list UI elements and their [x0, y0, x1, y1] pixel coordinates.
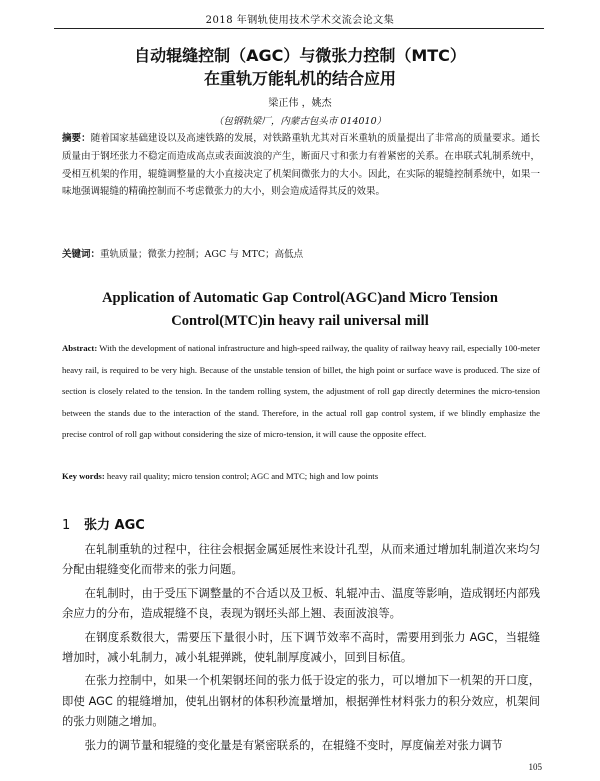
abstract-text-en: With the development of national infrastructure and high-speed railway, the quality of railway heavy rail, especially 100-meter heavy rail, is required to be very high. Because of the unstable tension of billet, the high point or surface wave is produced. The size of section is closely related to the tension. In the tandem rolling system, the adjustment of roll gap directly determines the micro-tension between the stands due to the interaction of the stand. Therefore, in the actual roll gap control system, if we blindly emphasize the precise control of roll gap without considering the size of micro-tension, it will cause the opposite effect. — [62, 343, 540, 440]
english-title-line-1: Application of Automatic Gap Control(AGC)and Micro Tension — [102, 290, 498, 306]
abstract-label-cn: 摘要： — [62, 133, 91, 144]
affiliation: （包钢轨梁厂，内蒙古包头市 014010） — [213, 116, 387, 127]
body-text — [62, 540, 540, 759]
page-number: 105 — [528, 762, 542, 772]
chinese-abstract — [62, 130, 540, 201]
chinese-title-line-2: 在重轨万能轧机的结合应用 — [203, 69, 396, 88]
body-paragraph-4: 在张力控制中，如果一个机架钢坯间的张力低于设定的张力，可以增加下一机架的开口度，即使 AGC 的辊缝增加，使轧出钢材的体积秒流量增加，根据弹性材料张力的积分效应，机架间的张力则随之增加。 — [62, 674, 540, 729]
body-paragraph-5: 张力的调节量和辊缝的变化量是有紧密联系的，在辊缝不变时，厚度偏差对张力调节 — [84, 738, 503, 752]
english-keywords — [62, 471, 540, 481]
abstract-label-en: Abstract: — [62, 343, 98, 353]
english-title-line-2: Control(MTC)in heavy rail universal mill — [171, 313, 429, 329]
body-paragraph-1: 在轧制重轨的过程中，往往会根据金属延展性来设计孔型，从而来通过增加轧制道次来均匀分配由辊缝变化而带来的张力问题。 — [62, 543, 540, 577]
body-paragraph-2: 在轧制时，由于受压下调整量的不合适以及卫板、轧辊冲击、温度等影响，造成钢坯内部残余应力的分布，造成辊缝不良，表现为钢坯头部上翘、表面波浪等。 — [62, 586, 540, 621]
abstract-text-cn: 随着国家基础建设以及高速铁路的发展，对铁路重轨尤其对百米重轨的质量提出了非常高的质量要求。通长质量由于钢坯张力不稳定而造成高点或表面波浪的产生，断面尺寸和张力有着紧密的关系。在串联式轧制系统中，受相互机架的作用，辊缝调整量的大小直接决定了机架间微张力的大小。因此，在实际的辊缝控制系统中，如果一味地强调辊缝的精确控制而不考虑微张力的大小，则会造成适得其反的效果。 — [62, 133, 540, 198]
chinese-title-line-1: 自动辊缝控制（AGC）与微张力控制（MTC） — [134, 46, 466, 65]
keywords-text-cn: 重轨质量；微张力控制；AGC 与 MTC；高低点 — [100, 249, 304, 260]
keywords-text-en: heavy rail quality; micro tension control; AGC and MTC; high and low points — [104, 471, 379, 481]
keywords-label-cn: 关键词： — [62, 249, 101, 260]
section-heading — [62, 514, 145, 533]
body-paragraph-3: 在钢度系数很大，需要压下量很小时，压下调节效率不高时，需要用到张力 AGC，当辊缝增加时，减小轧制力，减小轧辊弹跳，使轧制厚度减小，回到目标值。 — [62, 630, 540, 665]
english-abstract — [62, 338, 540, 446]
running-header: 2018 年钢轨使用技术学术交流会论文集 — [205, 15, 395, 26]
keywords-label-en: Key words: — [62, 471, 105, 481]
header-divider — [54, 28, 544, 29]
chinese-keywords — [62, 246, 540, 264]
section-title: 张力 AGC — [84, 518, 145, 533]
authors: 梁正伟 ，姚杰 — [268, 98, 332, 109]
section-number: 1 — [62, 518, 71, 533]
